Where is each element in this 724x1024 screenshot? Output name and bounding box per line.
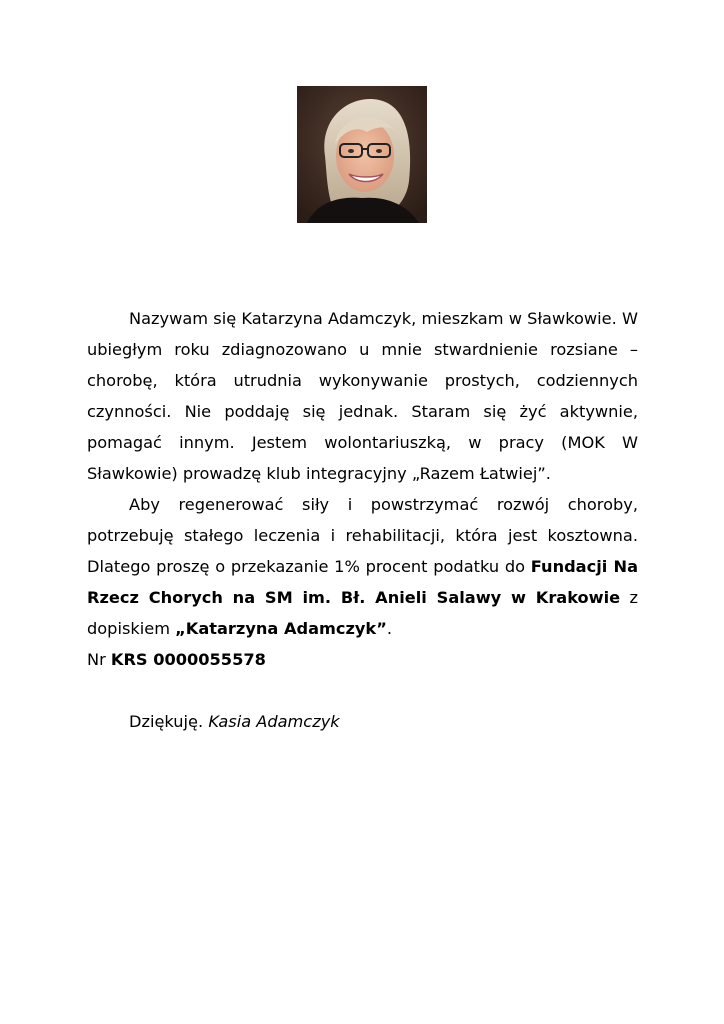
- krs-number: KRS 0000055578: [110, 650, 266, 669]
- signature: Kasia Adamczyk: [208, 712, 340, 731]
- thanks-text: Dziękuję.: [129, 712, 209, 731]
- request-text-after: .: [386, 619, 392, 638]
- closing-line: [87, 706, 638, 737]
- request-text-middle: z dopiskiem: [87, 588, 638, 638]
- krs-line: [87, 644, 638, 675]
- foundation-name: Fundacji Na Rzecz Chorych na SM im. Bł. Anieli Salawy w Krakowie: [87, 557, 639, 607]
- paragraph-introduction-text: Nazywam się Katarzyna Adamczyk, mieszkam w Sławkowie. W ubiegłym roku zdiagnozowano u mnie stwardnienie rozsiane – chorobę, która utrudnia wykonywanie prostych, codziennych czynności. Nie poddaję się jednak. Staram się żyć aktywnie, pomagać innym. Jestem wolontariuszką, w pracy (MOK W Sławkowie) prowadzę klub integracyjny „Razem Łatwiej”.: [87, 309, 638, 483]
- dedication-name: „Katarzyna Adamczyk”: [175, 619, 387, 638]
- krs-prefix: Nr: [87, 650, 111, 669]
- portrait-photo: [297, 86, 427, 223]
- paragraph-request: [87, 489, 638, 644]
- letter-text: [87, 303, 638, 737]
- request-text-before: Aby regenerować siły i powstrzymać rozwój choroby, potrzebuję stałego leczenia i rehabilitacji, która jest kosztowna. Dlatego proszę o przekazanie 1% procent podatku do: [87, 495, 638, 576]
- paragraph-introduction: [87, 303, 638, 489]
